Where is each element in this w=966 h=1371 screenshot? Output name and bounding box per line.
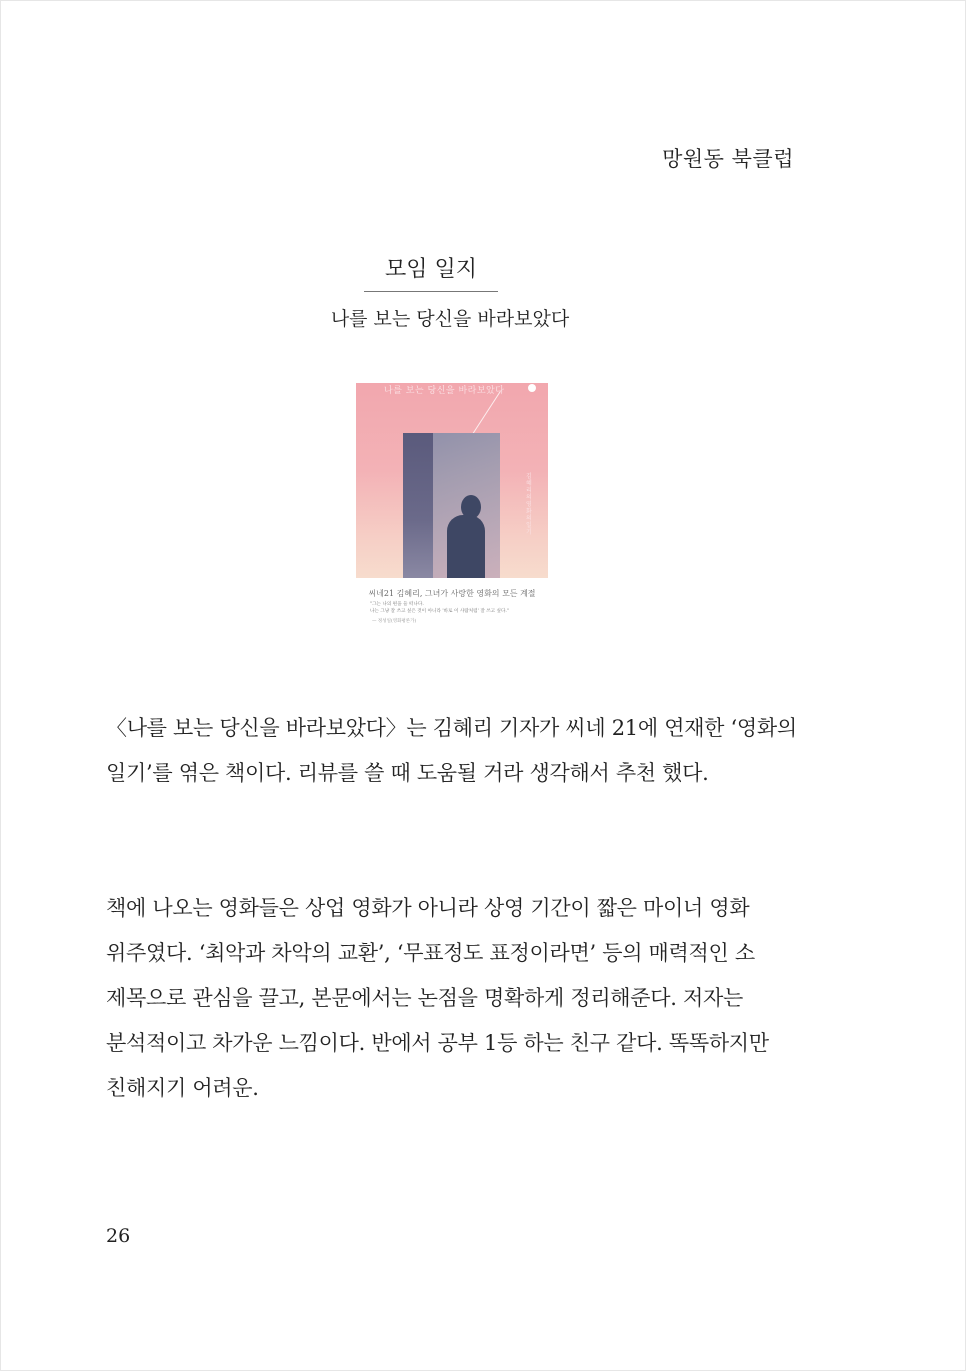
book-cover-quote-line: "그는 나의 편을 들 떠나다. (370, 602, 424, 607)
text-line: 위주였다. ‘최악과 차악의 교환’, ‘무표정도 표정이라면’ 등의 매력적인 소 (106, 941, 755, 965)
book-cover-title: 나를 보는 당신을 바라보았다 (384, 386, 505, 396)
section-subtitle: 나를 보는 당신을 바라보았다 (330, 308, 570, 330)
section-title: 모임 일지 (384, 257, 477, 282)
text-line: 분석적이고 차가운 느낌이다. 반에서 공부 1등 하는 친구 같다. 똑똑하지만 (106, 1031, 769, 1055)
book-cover-quote-source: — 정성일(영화평론가) (372, 619, 417, 624)
book-cover-subtitle: 씨네21 김혜리, 그녀가 사랑한 영화의 모든 계절 (368, 589, 536, 598)
cover-dot-icon (528, 384, 536, 392)
text-line: 〈나를 보는 당신을 바라보았다〉는 김혜리 기자가 씨네 21에 연재한 ‘영화의 (106, 716, 797, 740)
book-cover-image (356, 383, 548, 628)
book-cover-vertical-text: 김혜리의 영화의 일기 (526, 473, 532, 536)
text-line: 제목으로 관심을 끌고, 본문에서는 논점을 명확하게 정리해준다. 저자는 (106, 986, 743, 1010)
page-number: 26 (106, 1225, 131, 1247)
body-paragraph (106, 886, 806, 1111)
cover-photo-wall (403, 433, 433, 578)
running-header: 망원동 북클럽 (662, 147, 794, 171)
book-cover-art (356, 383, 548, 578)
text-line: 친해지기 어려운. (106, 1076, 259, 1100)
text-line: 책에 나오는 영화들은 상업 영화가 아니라 상영 기간이 짧은 마이너 영화 (106, 896, 750, 920)
book-cover-quote (370, 601, 546, 615)
cover-shadow-body (447, 515, 485, 578)
text-line: 일기’를 엮은 책이다. 리뷰를 쓸 때 도움될 거라 생각해서 추천 했다. (106, 761, 709, 785)
body-paragraph (106, 706, 806, 796)
book-cover-quote-line: 나는 그냥 잘 쓰고 싶은 것이 아니라 '바로 이 사람처럼' 잘 쓰고 싶다." (370, 609, 510, 614)
cover-photo (403, 433, 500, 578)
section-divider (364, 291, 498, 292)
cover-line (470, 391, 501, 439)
